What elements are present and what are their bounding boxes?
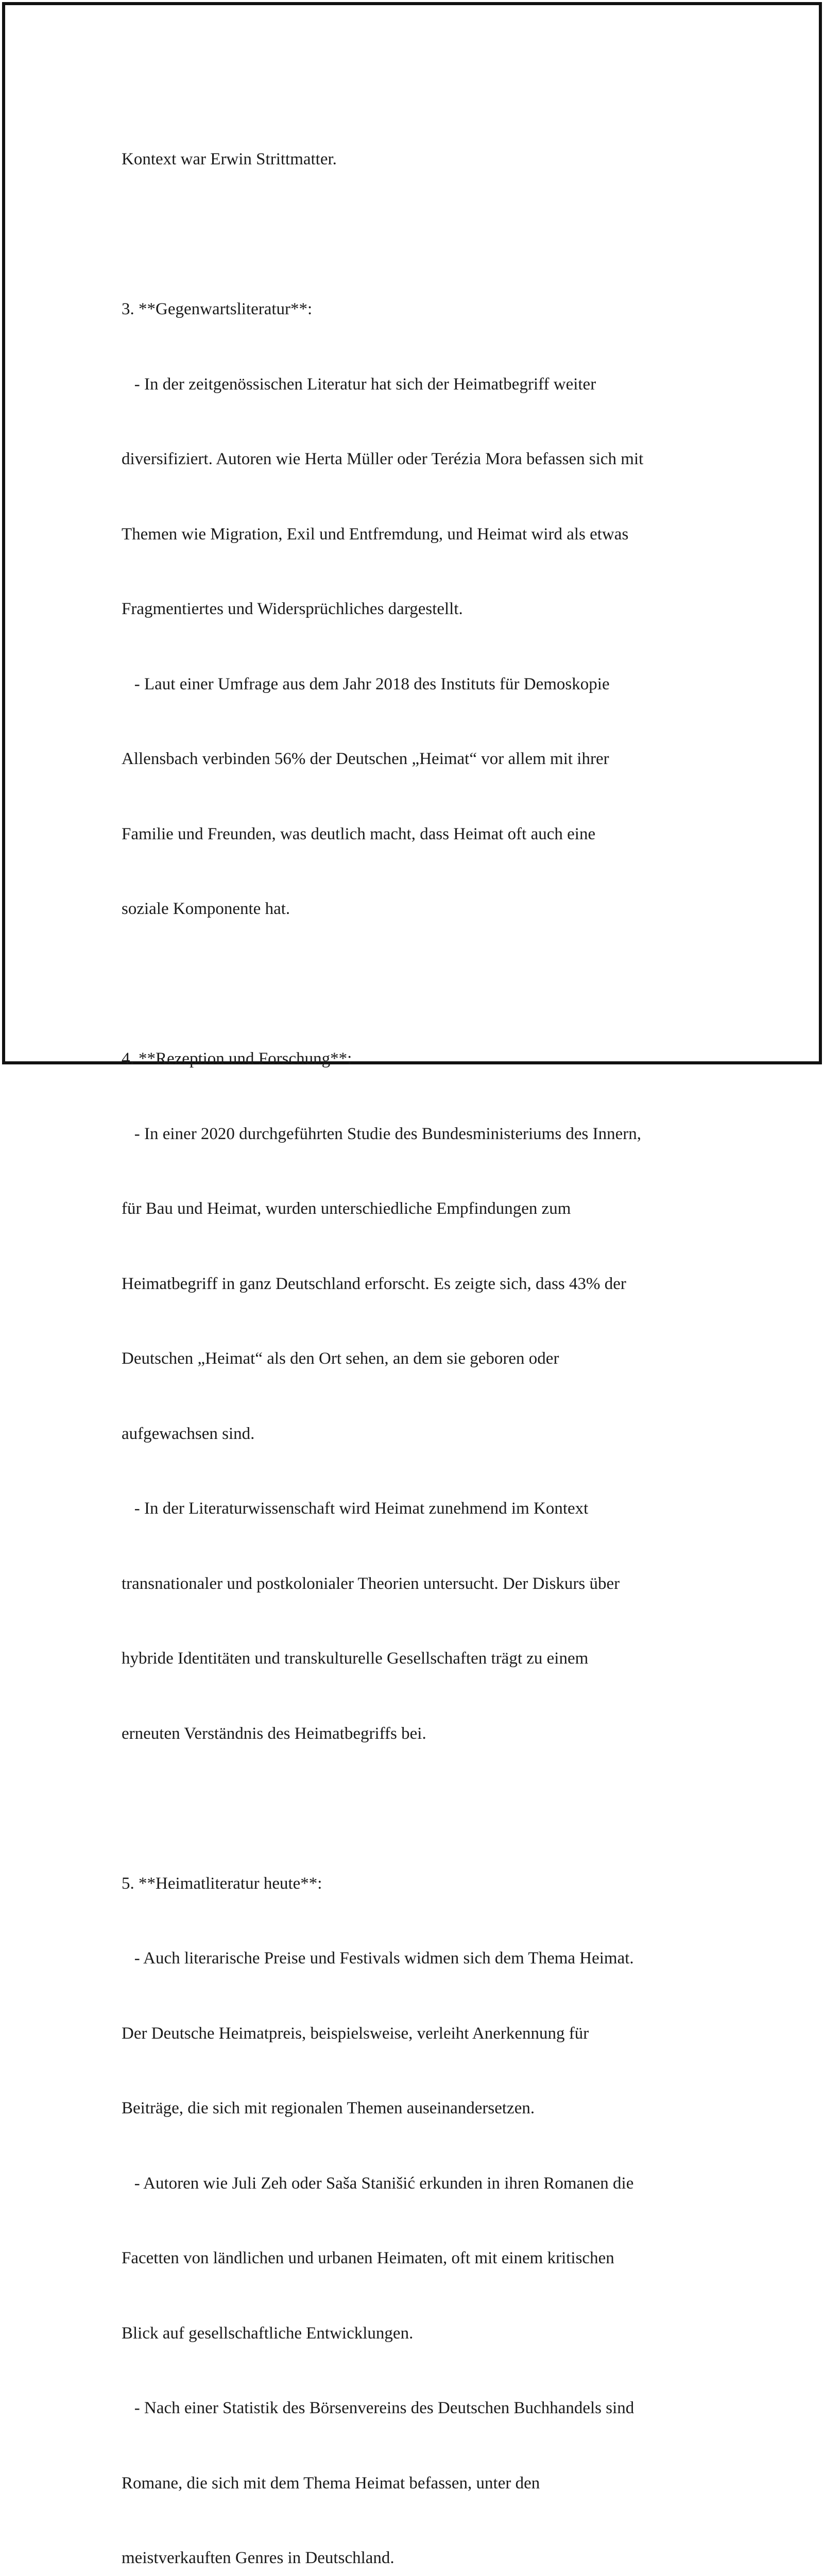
text-line: Fragmentiertes und Widersprüchliches dargestellt. bbox=[122, 600, 463, 618]
text-line: Beiträge, die sich mit regionalen Themen auseinandersetzen. bbox=[122, 2099, 535, 2117]
section-heading-5: 5. **Heimatliteratur heute**: bbox=[122, 1874, 322, 1893]
text-line: diversifiziert. Autoren wie Herta Müller oder Terézia Mora befassen sich mit bbox=[122, 450, 644, 468]
text-line: - In der zeitgenössischen Literatur hat sich der Heimatbegriff weiter bbox=[122, 375, 596, 394]
text-line: Deutschen „Heimat“ als den Ort sehen, an dem sie geboren oder bbox=[122, 1349, 559, 1368]
text-line: Heimatbegriff in ganz Deutschland erforscht. Es zeigte sich, dass 43% der bbox=[122, 1274, 626, 1293]
text-line: Allensbach verbinden 56% der Deutschen „Heimat“ vor allem mit ihrer bbox=[122, 750, 609, 768]
text-line: meistverkauften Genres in Deutschland. bbox=[122, 2549, 394, 2567]
section-heading-3: 3. **Gegenwartsliteratur**: bbox=[122, 300, 313, 318]
text-line: transnationaler und postkolonialer Theorien untersucht. Der Diskurs über bbox=[122, 1574, 620, 1593]
section-heading-4: 4. **Rezeption und Forschung**: bbox=[122, 1049, 352, 1068]
text-line: Der Deutsche Heimatpreis, beispielsweise, verleiht Anerkennung für bbox=[122, 2024, 589, 2043]
text-line: - Nach einer Statistik des Börsenvereins des Deutschen Buchhandels sind bbox=[122, 2399, 634, 2417]
blank-line bbox=[122, 1796, 714, 1821]
blank-line bbox=[122, 972, 714, 997]
text-line: Familie und Freunden, was deutlich macht, dass Heimat oft auch eine bbox=[122, 824, 596, 843]
text-line: aufgewachsen sind. bbox=[122, 1424, 255, 1443]
text-line: - Auch literarische Preise und Festivals widmen sich dem Thema Heimat. bbox=[122, 1949, 634, 1968]
text-line: hybride Identitäten und transkulturelle Gesellschaften trägt zu einem bbox=[122, 1649, 589, 1668]
text-line: - In der Literaturwissenschaft wird Heimat zunehmend im Kontext bbox=[122, 1499, 589, 1518]
text-line: Themen wie Migration, Exil und Entfremdung, und Heimat wird als etwas bbox=[122, 524, 629, 544]
text-line: für Bau und Heimat, wurden unterschiedliche Empfindungen zum bbox=[122, 1199, 571, 1218]
blank-line bbox=[122, 222, 714, 247]
document-body bbox=[122, 97, 714, 2576]
text-line: - In einer 2020 durchgeführten Studie des Bundesministeriums des Innern, bbox=[122, 1124, 642, 1143]
text-line: - Autoren wie Juli Zeh oder Saša Stanišić erkunden in ihren Romanen die bbox=[122, 2174, 634, 2193]
text-line: erneuten Verständnis des Heimatbegriffs bei. bbox=[122, 1724, 426, 1743]
text-line: Kontext war Erwin Strittmatter. bbox=[122, 150, 337, 168]
text-line: Blick auf gesellschaftliche Entwicklungen. bbox=[122, 2324, 414, 2343]
text-line: - Laut einer Umfrage aus dem Jahr 2018 des Instituts für Demoskopie bbox=[122, 674, 610, 693]
text-line: Romane, die sich mit dem Thema Heimat befassen, unter den bbox=[122, 2473, 540, 2493]
text-line: soziale Komponente hat. bbox=[122, 900, 290, 918]
text-line: Facetten von ländlichen und urbanen Heimaten, oft mit einem kritischen bbox=[122, 2249, 614, 2267]
